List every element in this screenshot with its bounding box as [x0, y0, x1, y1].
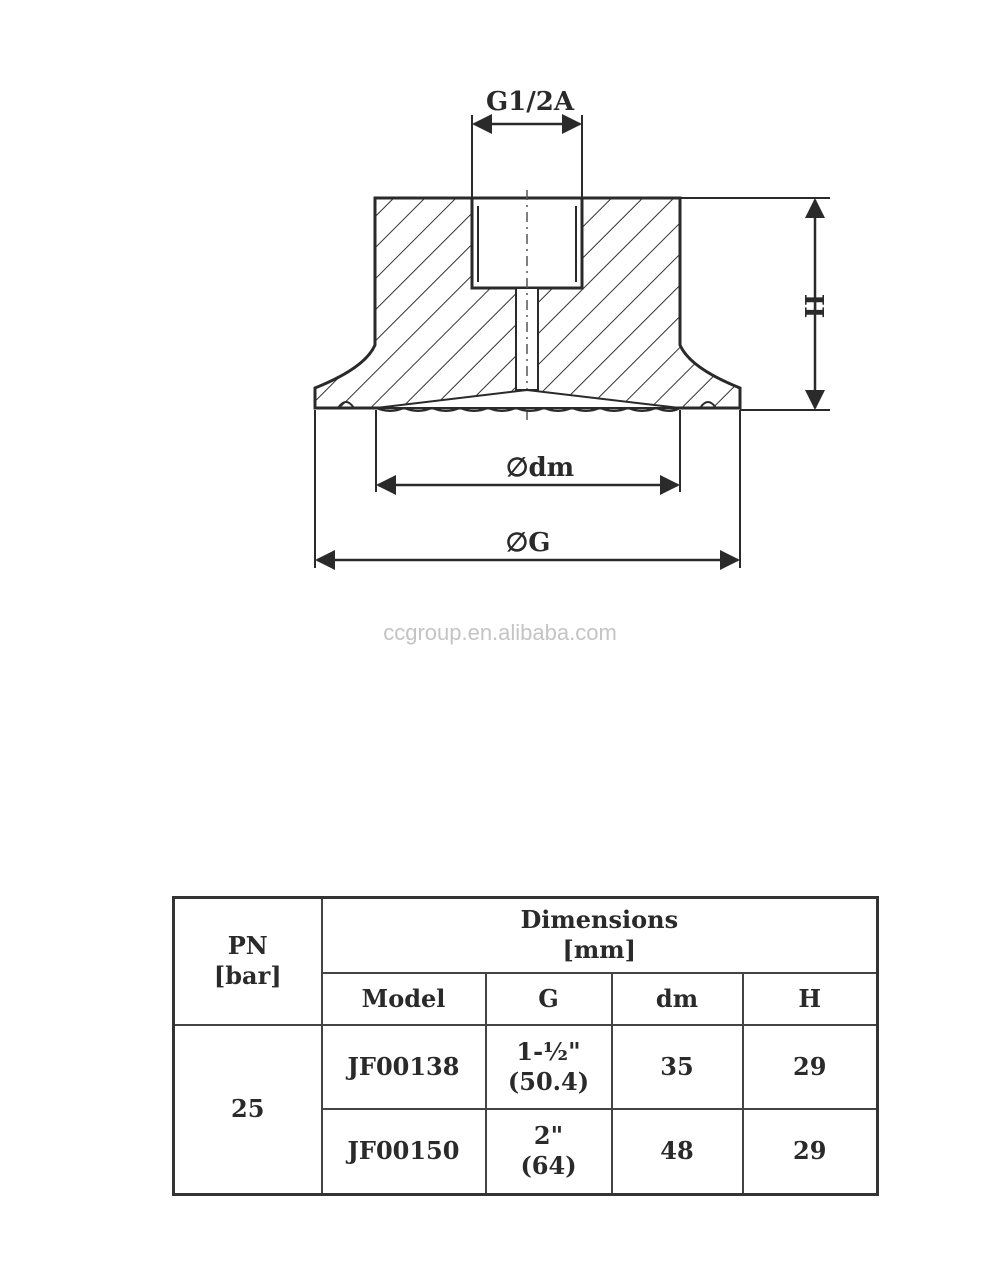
dm-label: ∅dm — [505, 453, 575, 483]
column-header-dm: dm — [612, 973, 743, 1025]
column-header-g: G — [486, 973, 612, 1025]
pn-value: 25 — [174, 1025, 322, 1195]
dimensions-table — [172, 896, 879, 1196]
pn-header: PN [bar] — [174, 898, 322, 1025]
fitting-section — [315, 190, 740, 420]
column-header-h: H — [743, 973, 878, 1025]
dimensions-header: Dimensions [mm] — [322, 898, 878, 973]
g-cell: 2" (64) — [486, 1109, 612, 1195]
table-row — [174, 1025, 878, 1109]
g-cell: 1-½" (50.4) — [486, 1025, 612, 1109]
column-header-model: Model — [322, 973, 486, 1025]
model-cell: JF00138 — [322, 1025, 486, 1109]
g-dimension — [315, 410, 740, 568]
g-label: ∅G — [505, 528, 551, 558]
height-label: H — [798, 293, 828, 319]
model-cell: JF00150 — [322, 1109, 486, 1195]
thread-dimension — [472, 87, 582, 198]
h-cell: 29 — [743, 1025, 878, 1109]
dm-cell: 35 — [612, 1025, 743, 1109]
dm-cell: 48 — [612, 1109, 743, 1195]
watermark: ccgroup.en.alibaba.com — [383, 620, 617, 645]
dm-dimension — [376, 410, 680, 492]
technical-drawing — [0, 0, 1000, 620]
h-cell: 29 — [743, 1109, 878, 1195]
thread-label: G1/2A — [485, 87, 575, 117]
